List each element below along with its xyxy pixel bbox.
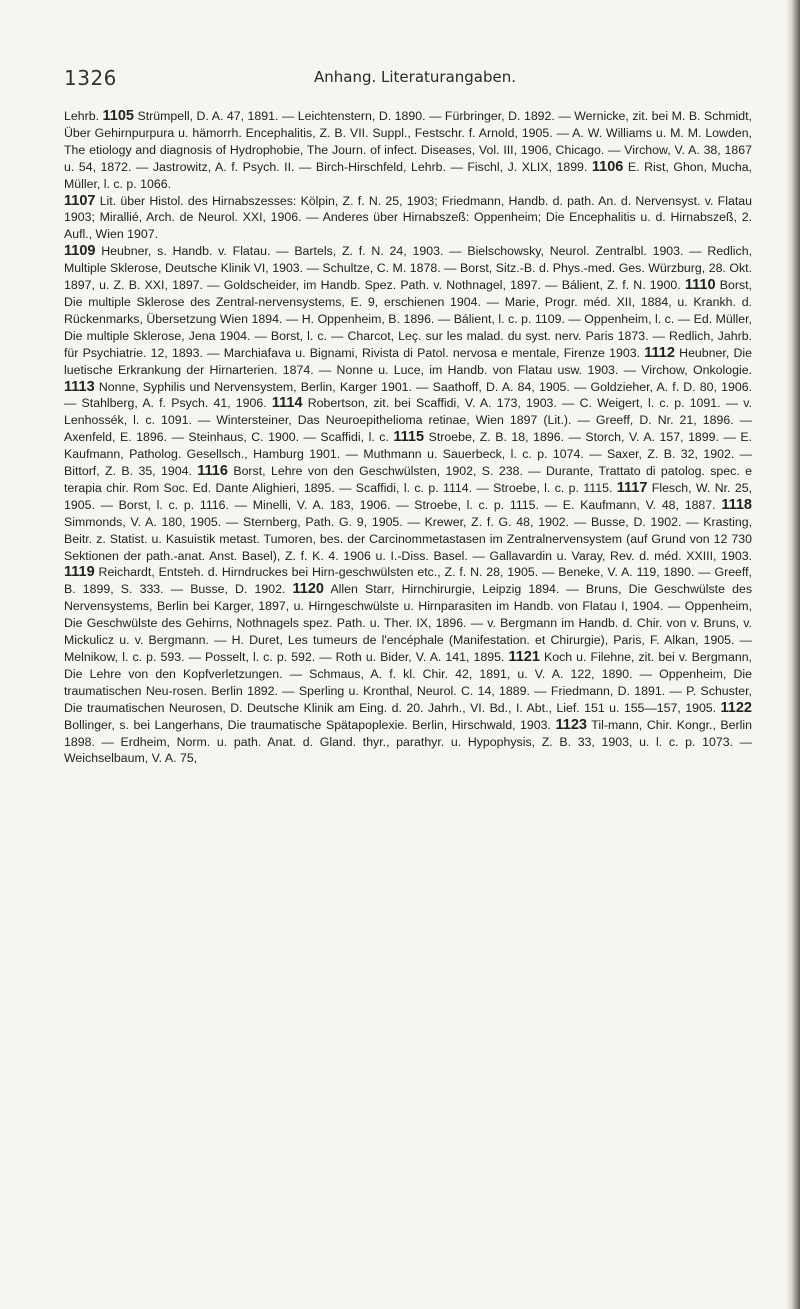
- entry-number: 1106: [591, 158, 624, 175]
- reference-paragraph: Lehrb. 1105 Strümpell, D. A. 47, 1891. — Leichtenstern, D. 1890. — Fürbringer, D. 1892. — Wernicke, zit. bei M. B. Schmidt, Über Gehirnpurpura u. hämorrh. Encephalitis, Z. B. VII. Suppl., Festschr. f. Arnold, 1905. — A. W. Williams u. M. M. Lowden, The etiology and diagnosis of Hydrophobie, The Journ. of infect. Diseases, Vol. III, 1906, Chicago. — Virchow, V. A. 38, 1867 u. 54, 1872. — Jastrowitz, A. f. Psych. II. — Birch-Hirschfeld, Lehrb. — Fischl, J. XLIX, 1899. 1106 E. Rist, Ghon, Mucha, Müller, l. c. p. 1066.: [64, 108, 752, 191]
- entry-number: 1112: [644, 344, 675, 361]
- entry-number: 1120: [292, 581, 324, 598]
- entry-number: 1117: [616, 479, 648, 496]
- running-head: Anhang. Literaturangaben.: [314, 68, 517, 86]
- reference-paragraph: 1107 Lit. über Histol. des Hirnabszesses: Kölpin, Z. f. N. 25, 1903; Friedmann, Handb. d. path. An. d. Nervensyst. v. Flatau 1903; Mirallié, Arch. de Neurol. XXI, 1906. — Anderes über Hirnabszeß: Oppenheim; Die Encephalitis u. d. Hirnabszeß, 2. Aufl., Wien 1907.: [64, 192, 752, 242]
- entry-number: 1105: [102, 108, 134, 124]
- page-edge-shadow: [786, 0, 800, 1309]
- entry-number: 1114: [271, 395, 303, 412]
- entry-number: 1119: [64, 564, 95, 581]
- entry-number: 1121: [508, 649, 540, 665]
- entry-number: 1123: [555, 716, 587, 733]
- entry-number: 1110: [684, 277, 716, 294]
- entry-number: 1109: [64, 243, 96, 260]
- entry-number: 1116: [197, 463, 228, 480]
- entry-number: 1107: [64, 192, 96, 209]
- page-header: [64, 66, 754, 92]
- entry-number: 1115: [393, 429, 425, 446]
- page-number: 1326: [64, 66, 117, 90]
- entry-number: 1113: [64, 378, 95, 395]
- entry-number: 1122: [720, 699, 752, 716]
- entry-number: 1118: [721, 496, 752, 513]
- reference-paragraph: 1109 Heubner, s. Handb. v. Flatau. — Bartels, Z. f. N. 24, 1903. — Bielschowsky, Neurol. Zentralbl. 1903. — Redlich, Multiple Sklerose, Deutsche Klinik VI, 1903. — Schultze, C. M. 1878. — Borst, Sitz.-B. d. Phys.-med. Ges. Würzburg, 28. Okt. 1897, u. Z. B. XXI, 1897. — Goldscheider, im Handb. Spez. Path. v. Nothnagel, 1897. — Bálient, Z. f. N. 1900. 1110 Borst, Die multiple Sklerose des Zentral-nervensystems, E. 9, erschienen 1904. — Marie, Progr. méd. XII, 1884, u. Krankh. d. Rückenmarks, Übersetzung Wien 1894. — H. Oppenheim, B. 1896. — Bálient, l. c. p. 1109. — Oppenheim, l. c. — Ed. Müller, Die multiple Sklerose, Jena 1904. — Borst, l. c. — Charcot, Leç. sur les malad. du syst. nerv. Paris 1873. — Redlich, Jahrb. für Psychiatrie. 12, 1893. — Marchiafava u. Bignami, Rivista di Patol. nervosa e mentale, Firenze 1903. 1112 Heubner, Die luetische Erkrankung der Hirnarterien. 1874. — Nonne u. Luce, im Handb. von Flatau usw. 1903. — Virchow, Onkologie. 1113 Nonne, Syphilis und Nervensystem, Berlin, Karger 1901. — Saathoff, D. A. 84, 1905. — Goldzieher, A. f. D. 80, 1906. — Stahlberg, A. f. Psych. 41, 1906. 1114 Robertson, zit. bei Scaffidi, V. A. 173, 1903. — C. Weigert, l. c. p. 1091. — v. Lenhossék, l. c. 1091. — Wintersteiner, Das Neuroepithelioma retinae, Wien 1897 (Lit.). — Greeff, D. Nr. 21, 1896. — Axenfeld, E. 1896. — Steinhaus, C. 1900. — Scaffidi, l. c. 1115 Stroebe, Z. B. 18, 1896. — Storch, V. A. 157, 1899. — E. Kaufmann, Patholog. Gesellsch., Hamburg 1901. — Muthmann u. Sauerbeck, l. c. p. 1074. — Saxer, Z. B. 32, 1902. — Bittorf, Z. B. 35, 1904. 1116 Borst, Lehre von den Geschwülsten, 1902, S. 238. — Durante, Trattato di patolog. spec. e terapia chir. Rom Soc. Ed. Dante Alighieri, 1895. — Scaffidi, l. c. p. 1114. — Stroebe, l. c. p. 1115. 1117 Flesch, W. Nr. 25, 1905. — Borst, l. c. p. 1116. — Minelli, V. A. 183, 1906. — Stroebe, l. c. p. 1115. — E. Kaufmann, V. 48, 1887. 1118 Simmonds, V. A. 180, 1905. — Sternberg, Path. G. 9, 1905. — Krewer, Z. f. G. 48, 1902. — Busse, D. 1902. — Krasting, Beitr. z. Statist. u. Kasuistik metast. Tumoren, bes. der Carcinommetastasen im Zentralnervensystem (auf Grund von 12 730 Sektionen der path.-anat. Anst. Basel), Z. f. K. 4. 1906 u. I.-Diss. Basel. — Gallavardin u. Varay, Rev. d. méd. XXIII, 1903. 1119 Reichardt, Entsteh. d. Hirndruckes bei Hirn-geschwülsten etc., Z. f. N. 28, 1905. — Beneke, V. A. 119, 1890. — Greeff, B. 1899, S. 333. — Busse, D. 1902. 1120 Allen Starr, Hirnchirurgie, Leipzig 1894. — Bruns, Die Geschwülste des Nervensystems, Berlin bei Karger, 1897, u. Hirngeschwülste u. Hirnparasiten im Handb. von Flatau I, 1904. — Oppenheim, Die Geschwülste des Gehirns, Nothnagels spez. Path. u. Ther. IX, 1896. — v. Bergmann im Handb. d. Chir. von v. Bruns, v. Mickulicz u. v. Bergmann. — H. Duret, Les tumeurs de l'encéphale (Manifestation. et Chirurgie), Paris, F. Alkan, 1905. — Melnikow, l. c. p. 593. — Posselt, l. c. p. 592. — Roth u. Bider, V. A. 141, 1895. 1121 Koch u. Filehne, zit. bei v. Bergmann, Die Lehre von den Kopfverletzungen. — Schmaus, A. f. kl. Chir. 42, 1891, u. V. A. 122, 1890. — Oppenheim, Die traumatischen Neu-rosen. Berlin 1892. — Sperling u. Kronthal, Neurol. C. 14, 1889. — Friedmann, D. 1891. — P. Schuster, Die traumatischen Neurosen, D. Deutsche Klinik am Eing. d. 20. Jahrh., VI. Bd., I. Abt., Lief. 151 u. 155—157, 1905. 1122 Bollinger, s. bei Langerhans, Die traumatische Spätapoplexie. Berlin, Hirschwald, 1903. 1123 Til-mann, Chir. Kongr., Berlin 1898. — Erdheim, Norm. u. path. Anat. d. Gland. thyr., parathyr. u. Hypophysis, Z. B. 33, 1903, u. l. c. p. 1073. — Weichselbaum, V. A. 75,: [64, 243, 753, 766]
- references-text: [64, 108, 752, 767]
